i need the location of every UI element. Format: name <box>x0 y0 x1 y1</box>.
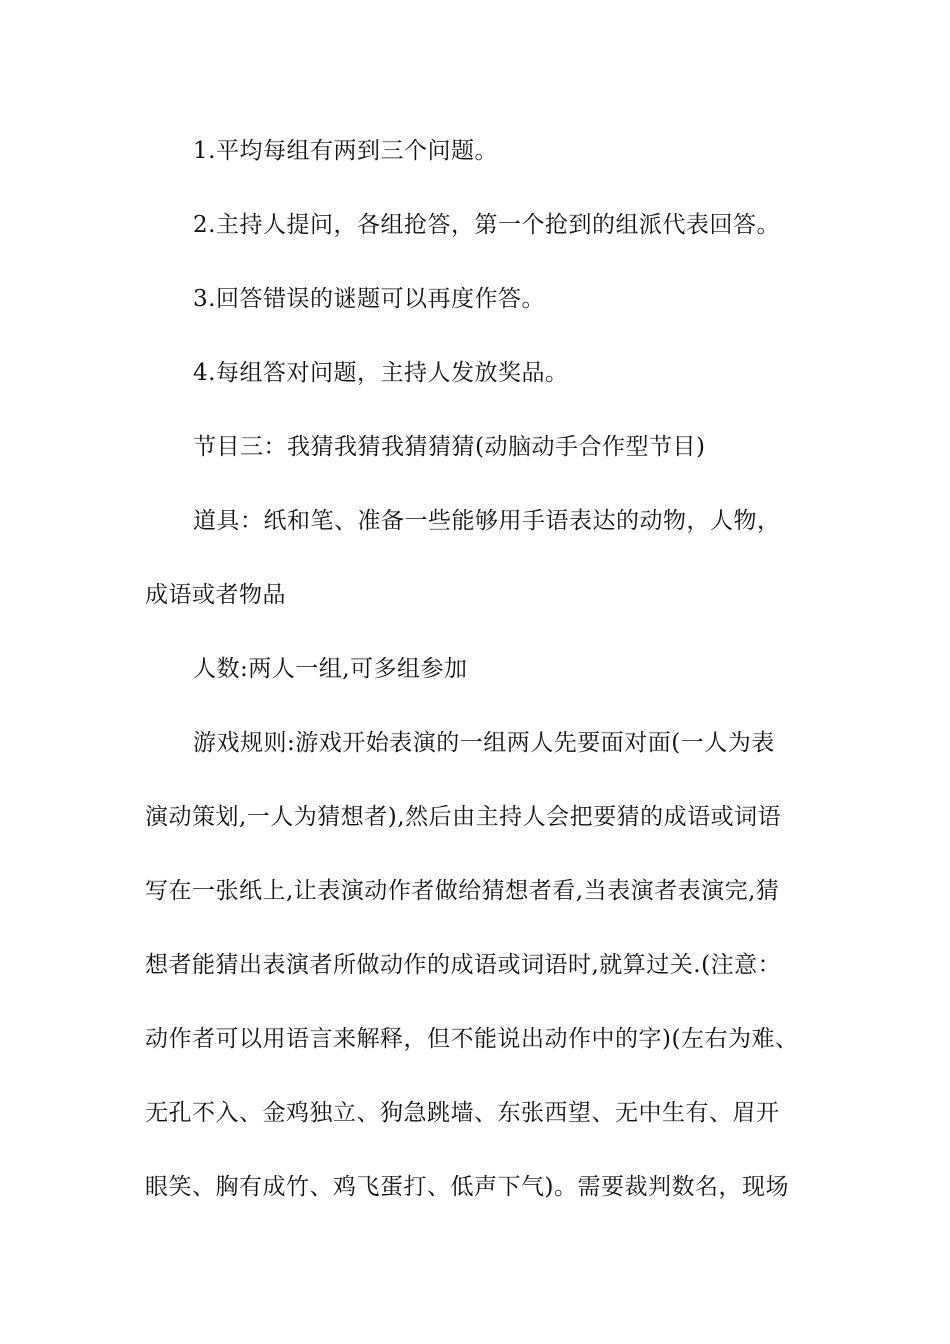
game-rules-line-2: 演动策划,一人为猜想者),然后由主持人会把要猜的成语或词语 <box>145 804 782 830</box>
game-rules-line-7: 眼笑、胸有成竹、鸡飞蛋打、低声下气)。需要裁判数名，现场 <box>145 1174 789 1200</box>
game-rules-line-4: 想者能猜出表演者所做动作的成语或词语时,就算过关.(注意： <box>145 952 782 978</box>
participants-line: 人数:两人一组,可多组参加 <box>193 656 468 682</box>
game-rules-line-3: 写在一张纸上,让表演动作者做给猜想者看,当表演者表演完,猜 <box>145 878 780 904</box>
rule-item-3: 3.回答错误的谜题可以再度作答。 <box>193 286 545 312</box>
rule-item-4: 4.每组答对问题，主持人发放奖品。 <box>193 360 569 386</box>
props-line-continued: 成语或者物品 <box>145 582 286 608</box>
game-rules-line-6: 无孔不入、金鸡独立、狗急跳墙、东张西望、无中生有、眉开 <box>145 1100 780 1126</box>
program-three-title: 节目三：我猜我猜我猜猜猜(动脑动手合作型节目) <box>193 434 706 460</box>
game-rules-line-5: 动作者可以用语言来解释，但不能说出动作中的字)(左右为难、 <box>145 1026 799 1052</box>
game-rules-line: 游戏规则:游戏开始表演的一组两人先要面对面(一人为表 <box>193 730 775 756</box>
props-line: 道具：纸和笔、准备一些能够用手语表达的动物，人物， <box>193 508 781 534</box>
document-body <box>145 128 825 1238</box>
rule-item-1: 1.平均每组有两到三个问题。 <box>193 138 498 164</box>
rule-item-2: 2.主持人提问，各组抢答，第一个抢到的组派代表回答。 <box>193 212 780 238</box>
